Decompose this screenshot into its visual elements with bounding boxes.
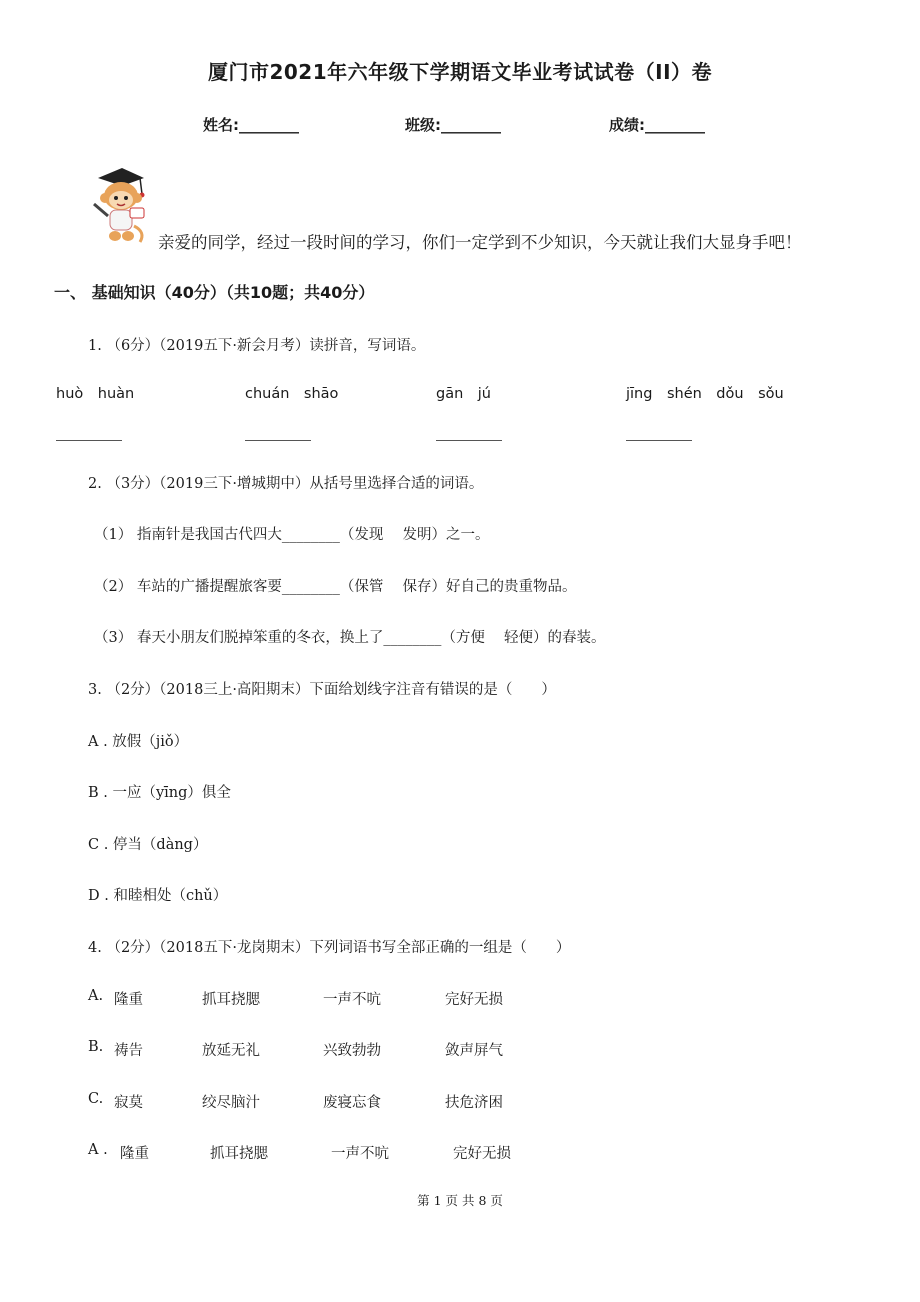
option-word: 祷告: [114, 1043, 143, 1059]
question-4-option-a[interactable]: [88, 988, 588, 1008]
question-4-option-c[interactable]: [88, 1091, 588, 1111]
option-letter: C.: [88, 1091, 104, 1107]
option-word: 完好无损: [453, 1146, 511, 1162]
question-3-option-c[interactable]: C . 停当（dàng）: [88, 837, 208, 853]
option-word: 放延无礼: [202, 1043, 260, 1059]
option-letter: B.: [88, 1039, 104, 1055]
question-4-option-a-repeat[interactable]: [88, 1142, 588, 1162]
option-word: 废寝忘食: [323, 1095, 381, 1111]
class-field: 班级:________: [405, 116, 501, 134]
question-2-item-2: （2） 车站的广播提醒旅客要________（保管 保存）好自己的贵重物品。: [94, 579, 577, 595]
option-word: 抓耳挠腮: [210, 1146, 268, 1162]
option-word: 隆重: [120, 1146, 149, 1162]
page-footer: 第 1 页 共 8 页: [417, 1193, 503, 1208]
option-letter: A.: [88, 988, 104, 1004]
question-3-option-a[interactable]: A . 放假（jiǒ）: [88, 734, 189, 750]
mascot-illustration: [84, 164, 154, 246]
question-2-stem: 2. （3分）（2019三下·增城期中）从括号里选择合适的词语。: [88, 476, 484, 492]
score-field: 成绩:________: [609, 116, 705, 134]
pinyin-3: gān jú: [436, 386, 491, 402]
option-letter: A .: [88, 1142, 108, 1158]
option-word: 一声不吭: [331, 1146, 389, 1162]
question-4-stem: 4. （2分）（2018五下·龙岗期末）下列词语书写全部正确的一组是（ ）: [88, 940, 571, 956]
question-3-stem: 3. （2分）（2018三上·高阳期末）下面给划线字注音有错误的是（ ）: [88, 682, 556, 698]
option-word: 完好无损: [445, 992, 503, 1008]
page-title: 厦门市2021年六年级下学期语文毕业考试试卷（II）卷: [207, 60, 713, 84]
option-word: 寂莫: [114, 1095, 143, 1111]
name-field: 姓名:________: [203, 116, 299, 134]
greeting-text: 亲爱的同学，经过一段时间的学习，你们一定学到不少知识，今天就让我们大显身手吧！: [158, 233, 802, 252]
answer-blank-4[interactable]: [626, 440, 692, 441]
answer-blank-2[interactable]: [245, 440, 311, 441]
option-word: 绞尽脑汁: [202, 1095, 260, 1111]
answer-blank-3[interactable]: [436, 440, 502, 441]
pinyin-1: huò huàn: [56, 386, 135, 402]
option-word: 敛声屏气: [445, 1043, 503, 1059]
question-4-option-b[interactable]: [88, 1039, 588, 1059]
question-3-option-d[interactable]: D . 和睦相处（chǔ）: [88, 888, 228, 904]
pinyin-2: chuán shāo: [245, 386, 339, 402]
option-word: 隆重: [114, 992, 143, 1008]
section-heading: 一、 基础知识（40分）（共10题；共40分）: [54, 283, 375, 302]
option-word: 扶危济困: [445, 1095, 503, 1111]
question-2-item-1: （1） 指南针是我国古代四大________（发现 发明）之一。: [94, 527, 490, 543]
option-word: 一声不吭: [323, 992, 381, 1008]
pinyin-4: jīng shén dǒu sǒu: [626, 386, 784, 402]
question-1-stem: 1. （6分）（2019五下·新会月考）读拼音，写词语。: [88, 338, 426, 354]
answer-blank-1[interactable]: [56, 440, 122, 441]
option-word: 抓耳挠腮: [202, 992, 260, 1008]
option-word: 兴致勃勃: [323, 1043, 381, 1059]
question-2-item-3: （3） 春天小朋友们脱掉笨重的冬衣，换上了________（方便 轻便）的春装。: [94, 630, 606, 646]
question-3-option-b[interactable]: B . 一应（yīng）俱全: [88, 785, 231, 801]
